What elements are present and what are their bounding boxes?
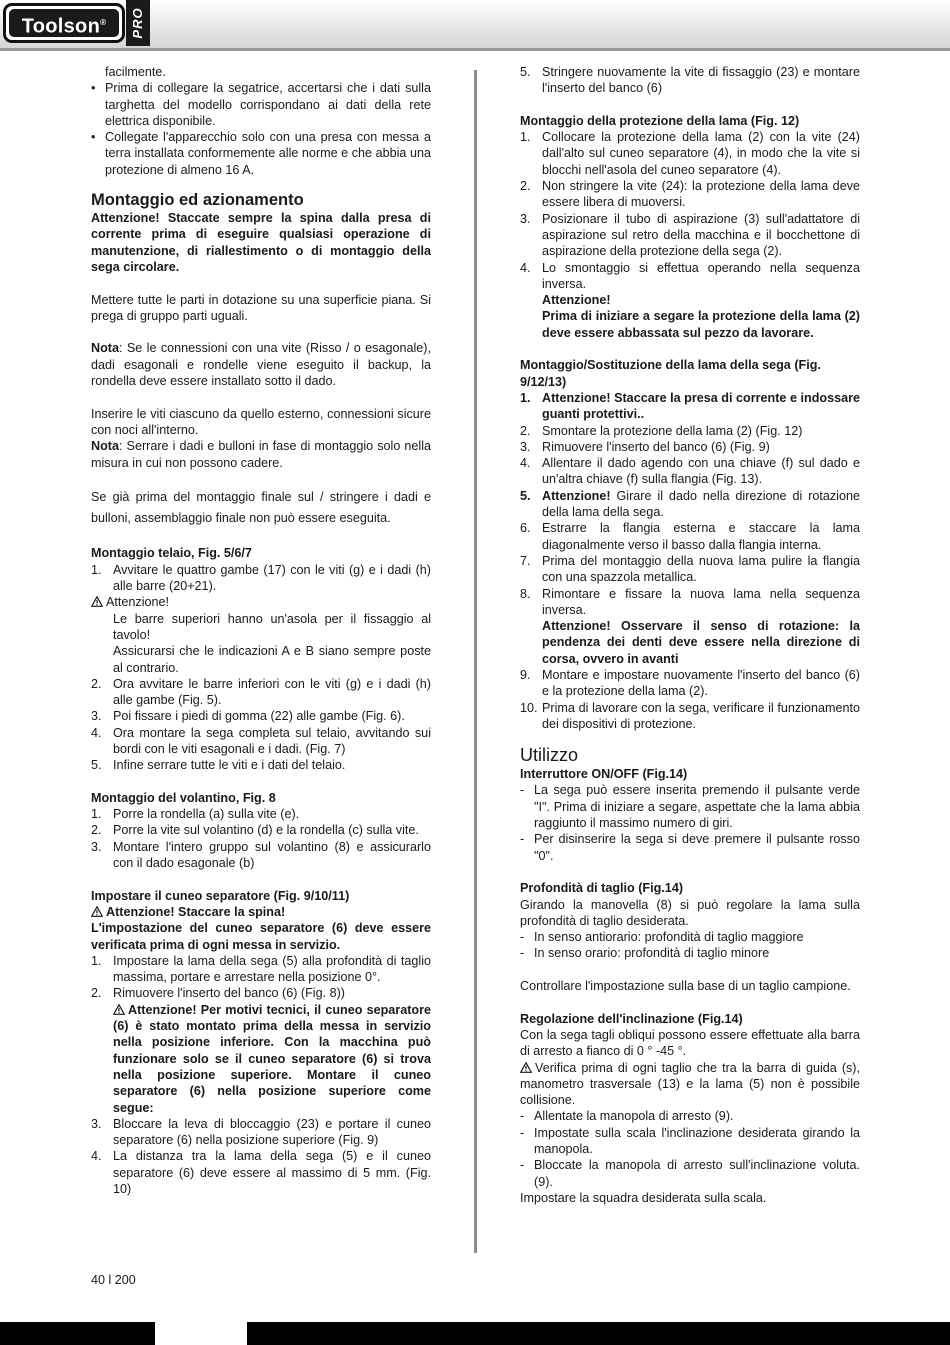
guard-step xyxy=(520,178,860,211)
wedge-step-1: 1. Impostare la lama della sega (5) alla profondità di taglio massima, portare e arrestare nella posizione 0°. xyxy=(91,953,431,985)
wedge-step-2: 2. Rimuovere l'inserto del banco (6) (Fig. 8)) xyxy=(91,986,345,1001)
list-marker: 4. xyxy=(91,725,102,740)
depth-section-title: Profondità di taglio (Fig.14) xyxy=(520,881,684,896)
list-item-text: Collocare la protezione della lama (2) con la vite (24) dall'alto sul cuneo separatore (4), in modo che la vite si blocchi nell'asola del cuneo separatore (4). xyxy=(542,130,860,177)
list-marker: - xyxy=(520,1158,525,1173)
tilt-item xyxy=(520,1125,860,1158)
blade-step-1: 1. Attenzione! Staccare la presa di corrente e indossare guanti protettivi.. xyxy=(520,390,860,422)
depth-paragraph: Girando la manovella (8) si può regolare la lama sulla profondità di taglio desiderata. xyxy=(520,897,860,928)
list-marker: 4. xyxy=(520,456,531,471)
blade-step xyxy=(520,586,860,619)
list-item-text: Ora avvitare le barre inferiori con le viti (g) e i dadi (h) alle gambe (Fig. 5). xyxy=(113,676,431,708)
list-marker: • xyxy=(91,130,96,145)
guard-step xyxy=(520,260,860,293)
registered-mark: ® xyxy=(100,18,107,27)
frame-warning-line-1: Le barre superiori hanno un'asola per il fissaggio al tavolo! xyxy=(113,611,431,642)
list-marker: 2. xyxy=(520,179,531,194)
list-item-text: Prima del montaggio della nuova lama pulire la flangia con una spazzola metallica. xyxy=(542,553,860,585)
tilt-list xyxy=(520,1108,860,1189)
footer-bar-gap xyxy=(155,1322,247,1345)
switch-list xyxy=(520,782,860,863)
column-separator xyxy=(474,70,477,1253)
list-marker: 10. xyxy=(520,700,538,715)
brand-logo xyxy=(3,3,125,43)
assembly-warning: Attenzione! Staccate sempre la spina dalla presa di corrente prima di eseguire qualsiasi operazione di manutenzione, di riallestimento o di montaggio della sega circolare. xyxy=(91,211,431,274)
list-marker: - xyxy=(520,783,525,798)
bullet-item xyxy=(91,129,431,178)
bullet-item xyxy=(91,80,431,129)
note-text-1: : Se le connessioni con una vite (Risso / o esagonale), dadi esagonali e rondelle viene eseguito il backup, la rondella deve essere installato sotto il dado. xyxy=(91,341,431,389)
list-marker: 1. xyxy=(520,130,531,145)
left-column xyxy=(91,64,431,1197)
list-marker: - xyxy=(520,1109,525,1124)
list-item-text: La sega può essere inserita premendo il pulsante verde "I". Prima di iniziare a segare, aspettate che la lama abbia raggiunto il massimo numero di giri. xyxy=(534,783,860,831)
frame-step-1: 1. Avvitare le quattro gambe (17) con le viti (g) e i dadi (h) alle barre (20+21). xyxy=(91,562,431,594)
list-marker: 5. xyxy=(91,758,102,773)
switch-section-title: Interruttore ON/OFF (Fig.14) xyxy=(520,767,688,782)
note-text-2: : Serrare i dadi e bulloni in fase di montaggio solo nella misura in cui non possono cadere. xyxy=(91,439,431,470)
tilt-warning: Verifica prima di ogni taglio che tra la barra di guida (s), manometro trasversale (13) e la lama (5) non è possibile collisione. xyxy=(520,1060,860,1108)
switch-item xyxy=(520,782,860,831)
frame-step-list xyxy=(91,676,431,774)
section-title-assembly: Montaggio ed azionamento xyxy=(91,191,304,210)
list-item-text: Prima di collegare la segatrice, accertarsi che i dati sulla targhetta del modello corrispondano ai dati della rete elettrica disponibile. xyxy=(105,81,431,128)
frame-step xyxy=(91,725,431,758)
list-item-text: Collegate l'apparecchio solo con una presa con messa a terra installata conformemente alle norme e che abbia una protezione di almeno 16 A. xyxy=(105,130,431,177)
frame-warning: Attenzione! xyxy=(91,594,431,610)
wedge-step-4: 4. La distanza tra la lama della sega (5) e il cuneo separatore (6) deve essere al massimo di 5 mm. (Fig. 10) xyxy=(91,1149,431,1196)
list-item-text: In senso antiorario: profondità di taglio maggiore xyxy=(534,930,804,945)
list-item-text: Bloccate la manopola di arresto sull'inclinazione voluta. (9). xyxy=(534,1158,860,1189)
list-item-text: Per disinserire la sega si deve premere il pulsante rosso "0". xyxy=(534,832,860,863)
guard-warning-label: Attenzione! xyxy=(542,293,611,308)
right-column xyxy=(520,64,860,1206)
list-item-text: Porre la vite sul volantino (d) e la rondella (c) sulla vite. xyxy=(113,823,419,838)
list-item-text: Ora montare la sega completa sul telaio, avvitando sui bordi con le viti esagonali e i dadi. (Fig. 7) xyxy=(113,725,431,756)
blade-step-5: 5. Attenzione! Girare il dado nella direzione di rotazione della lama della sega. xyxy=(520,488,860,520)
final-assembly-paragraph: Se già prima del montaggio finale sul / stringere i dadi e bulloni, assemblaggio finale non può essere eseguita. xyxy=(91,490,431,526)
list-marker: 3. xyxy=(520,439,531,454)
blade-step xyxy=(520,667,860,700)
list-item-text: Posizionare il tubo di aspirazione (3) sull'adattatore di aspirazione sul retro della macchina e il bocchettone di aspirazione della protezione della sega (2). xyxy=(542,211,860,259)
wheel-step xyxy=(91,822,431,838)
guard-step-list xyxy=(520,129,860,292)
wheel-step xyxy=(91,839,431,872)
frame-section-title: Montaggio telaio, Fig. 5/6/7 xyxy=(91,546,252,561)
frame-step xyxy=(91,676,431,709)
list-marker: 8. xyxy=(520,586,531,601)
list-marker: - xyxy=(520,946,525,961)
depth-item xyxy=(520,945,860,961)
blade-step xyxy=(520,423,860,439)
list-item-text: Estrarre la flangia esterna e staccare la lama diagonalmente verso il basso dalla flangia interna. xyxy=(542,521,860,552)
list-item-text: Allentate la manopola di arresto (9). xyxy=(534,1109,734,1124)
blade-step xyxy=(520,439,860,455)
intro-bullet-list xyxy=(91,80,431,178)
header-rule xyxy=(0,48,950,51)
section-title-usage: Utilizzo xyxy=(520,745,579,766)
note-label-2: Nota xyxy=(91,439,119,454)
warning-triangle-icon xyxy=(91,906,103,917)
list-marker: 3. xyxy=(91,709,102,724)
list-item-text: Prima di lavorare con la sega, verificare il funzionamento dei dispositivi di protezione. xyxy=(542,700,860,731)
warning-triangle-icon xyxy=(113,1004,125,1015)
frame-step xyxy=(91,708,431,724)
tilt-item xyxy=(520,1108,860,1124)
list-marker: 2. xyxy=(91,676,102,691)
wedge-step-5: 5. Stringere nuovamente la vite di fissaggio (23) e montare l'inserto del banco (6) xyxy=(520,65,860,96)
frame-step xyxy=(91,757,431,773)
pro-label: PRO xyxy=(129,7,145,39)
frame-warning-line-2: Assicurarsi che le indicazioni A e B siano sempre poste al contrario. xyxy=(113,644,431,675)
wedge-intro: L'impostazione del cuneo separatore (6) deve essere verificata prima di ogni messa in servizio. xyxy=(91,921,431,952)
list-item-text: Porre la rondella (a) sulla vite (e). xyxy=(113,807,300,822)
tilt-paragraph: Con la sega tagli obliqui possono essere effettuate alla barra di arresto a fianco di 0 ° -45 °. xyxy=(520,1027,860,1059)
guard-section-title: Montaggio della protezione della lama (Fig. 12) xyxy=(520,113,800,128)
warning-triangle-icon xyxy=(520,1062,532,1073)
list-marker: 9. xyxy=(520,667,531,682)
guard-step xyxy=(520,211,860,260)
guard-warning-text: Prima di iniziare a segare la protezione della lama (2) deve essere abbassata sul pezzo da lavorare. xyxy=(542,309,860,340)
list-marker: 3. xyxy=(520,211,531,226)
blade-rotation-warning: Attenzione! Osservare il senso di rotazione: la pendenza dei denti deve essere nella direzione di corsa, ovvero in avanti xyxy=(542,619,860,666)
wedge-section-title: Impostare il cuneo separatore (Fig. 9/10/11) xyxy=(91,888,350,903)
depth-item xyxy=(520,929,860,945)
depth-list xyxy=(520,929,860,962)
list-item-text: In senso orario: profondità di taglio minore xyxy=(534,946,770,961)
tilt-section-title: Regolazione dell'inclinazione (Fig.14) xyxy=(520,1011,743,1026)
note-paragraph-1 xyxy=(91,340,431,389)
list-item-text: Impostate sulla scala l'inclinazione desiderata girando la manopola. xyxy=(534,1125,860,1156)
list-marker: 6. xyxy=(520,521,531,536)
tilt-final-paragraph: Impostare la squadra desiderata sulla scala. xyxy=(520,1190,767,1205)
footer-bar xyxy=(0,1322,950,1345)
tilt-item xyxy=(520,1157,860,1190)
blade-step-list-b xyxy=(520,520,860,618)
list-marker: 2. xyxy=(520,423,531,438)
list-marker: • xyxy=(91,81,96,96)
list-item-text: Infine serrare tutte le viti e i dati del telaio. xyxy=(113,758,346,773)
list-item-text: Rimuovere l'inserto del banco (6) (Fig. 9) xyxy=(542,439,770,454)
blade-step-list-c xyxy=(520,667,860,732)
list-marker: - xyxy=(520,1125,525,1140)
list-marker: 7. xyxy=(520,553,531,568)
guard-step xyxy=(520,129,860,178)
list-item-text: Rimontare e fissare la nuova lama nella sequenza inversa. xyxy=(542,586,860,617)
brand-name: Toolson xyxy=(21,15,101,38)
wheel-section-title: Montaggio del volantino, Fig. 8 xyxy=(91,790,276,805)
list-item-text: Poi fissare i piedi di gomma (22) alle gambe (Fig. 6). xyxy=(113,709,405,724)
blade-section-title: Montaggio/Sostituzione della lama della sega (Fig. 9/12/13) xyxy=(520,358,821,389)
wheel-step-list xyxy=(91,806,431,871)
pro-badge xyxy=(126,0,150,46)
list-item-text: Non stringere la vite (24): la protezione della lama deve essere libera di muoversi. xyxy=(542,179,860,210)
list-marker: 4. xyxy=(520,260,531,275)
wedge-step-2-warning: Attenzione! Per motivi tecnici, il cuneo separatore (6) è stato montato prima della messa in servizio nella posizione inferiore. Con la macchina può funzionare solo se il cuneo separatore (6) si trova nella posizione superiore. Montare il cuneo separatore (6) nella posizione superiore come segue: xyxy=(113,1002,431,1115)
wedge-step-3: 3. Bloccare la leva di bloccaggio (23) e portare il cuneo separatore (6) nella posizione superiore (Fig. 9) xyxy=(91,1116,431,1148)
blade-step xyxy=(520,700,860,733)
note-label-1: Nota xyxy=(91,341,119,356)
wedge-warning: Attenzione! Staccare la spina! xyxy=(91,904,431,920)
blade-step xyxy=(520,455,860,488)
intro-continuation: facilmente. xyxy=(105,65,166,79)
list-marker: - xyxy=(520,930,525,945)
depth-check-paragraph: Controllare l'impostazione sulla base di un taglio campione. xyxy=(520,979,851,994)
switch-item xyxy=(520,831,860,864)
list-item-text: Lo smontaggio si effettua operando nella sequenza inversa. xyxy=(542,260,860,291)
list-item-text: Montare l'intero gruppo sul volantino (8) e assicurarlo con il dado esagonale (b) xyxy=(113,839,431,871)
list-item-text: Allentare il dado agendo con una chiave (f) sul dado e un'altra chiave (f) sulla flangia (Fig. 13). xyxy=(542,456,860,487)
blade-step xyxy=(520,553,860,586)
list-marker: 1. xyxy=(91,807,102,822)
note-paragraph-2 xyxy=(91,438,431,471)
blade-step xyxy=(520,520,860,553)
list-item-text: Smontare la protezione della lama (2) (Fig. 12) xyxy=(542,423,803,438)
list-item-text: Montare e impostare nuovamente l'inserto del banco (6) e la protezione della lama (2). xyxy=(542,667,860,699)
screws-paragraph: Inserire le viti ciascuno da quello esterno, connessioni sicure con noci all'interno. xyxy=(91,406,431,437)
blade-step-list-a xyxy=(520,423,860,488)
wheel-step xyxy=(91,806,431,822)
parts-paragraph: Mettere tutte le parti in dotazione su una superficie piana. Si prega di gruppo parti uguali. xyxy=(91,292,431,323)
page-number: 40 l 200 xyxy=(91,1273,136,1287)
warning-triangle-icon xyxy=(91,596,103,607)
list-marker: - xyxy=(520,832,525,847)
list-marker: 3. xyxy=(91,839,102,854)
list-marker: 2. xyxy=(91,823,102,838)
